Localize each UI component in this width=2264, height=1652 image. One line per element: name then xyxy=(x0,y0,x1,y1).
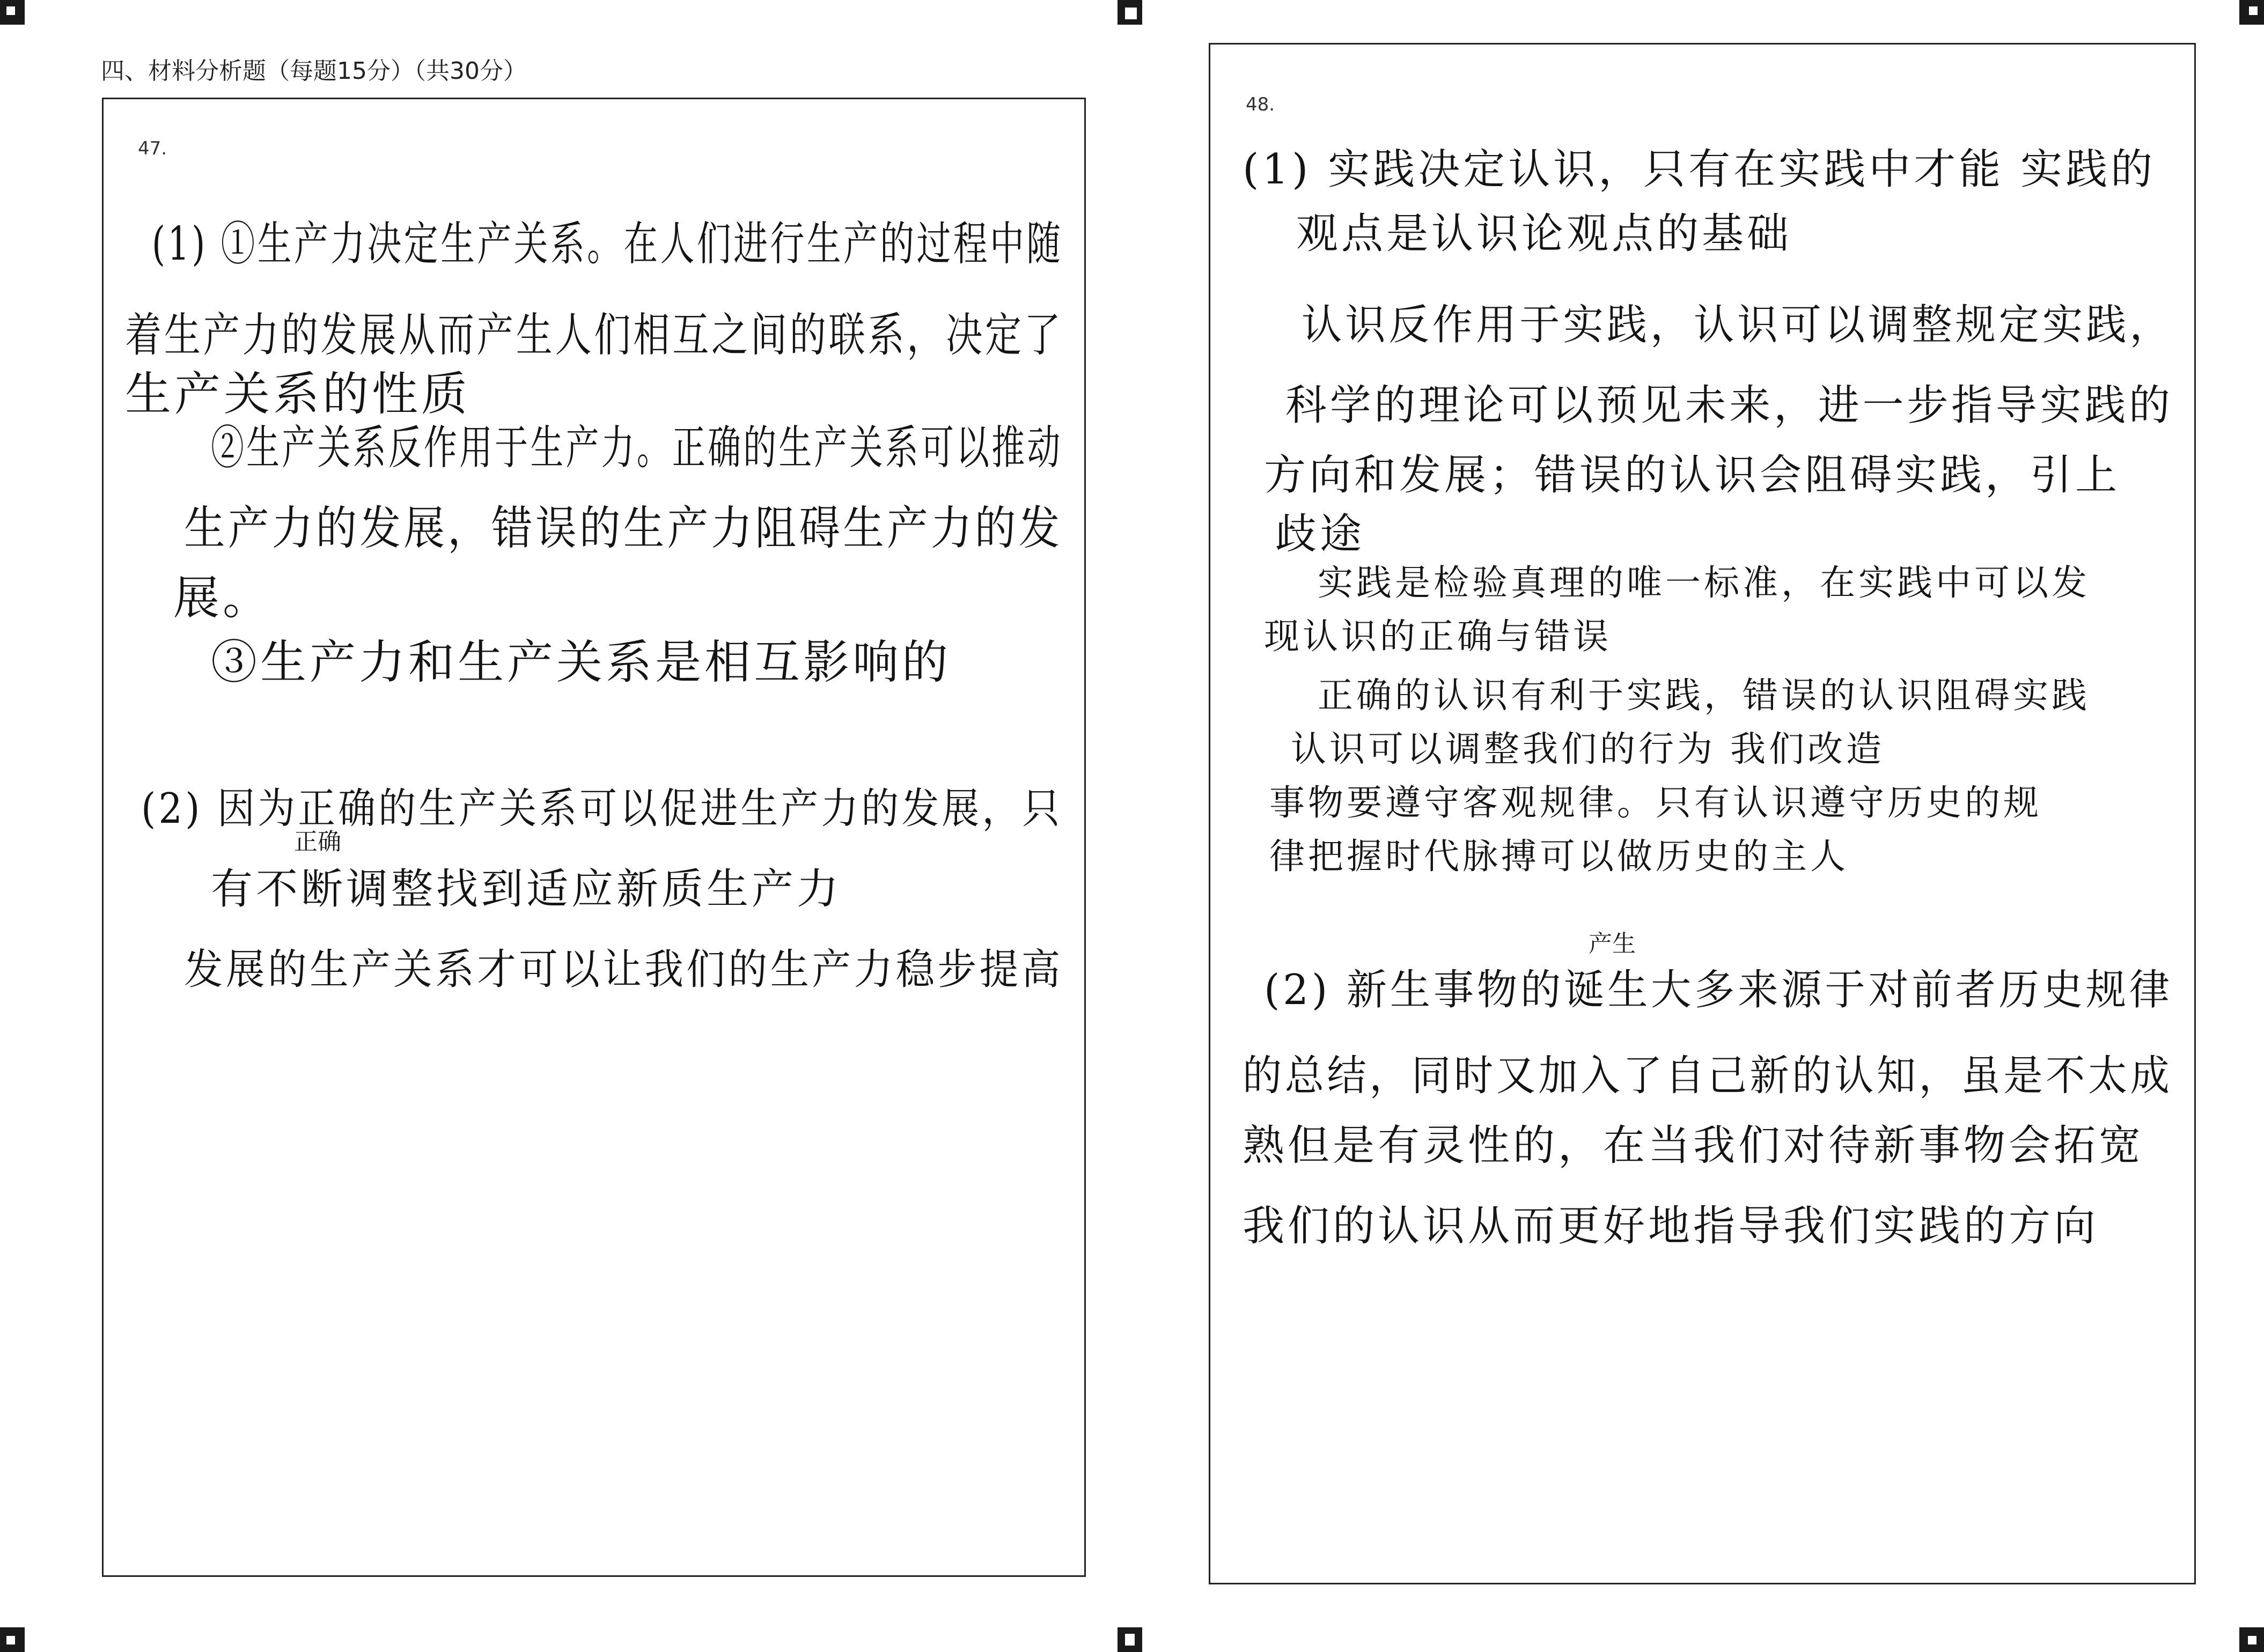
registration-mark-top-center xyxy=(1118,0,1142,25)
handwritten-line: 认识可以调整我们的行为 我们改造 xyxy=(1291,728,1885,770)
handwritten-line: 现认识的正确与错误 xyxy=(1264,616,1612,657)
handwritten-line: ②生产关系反作用于生产力。正确的生产关系可以推动 xyxy=(211,421,1063,475)
handwritten-line: 歧途 xyxy=(1275,510,1365,558)
handwritten-line: 科学的理论可以预见未来，进一步指导实践的 xyxy=(1285,381,2173,430)
handwritten-line: 观点是认识论观点的基础 xyxy=(1296,210,1792,258)
answer-box-48 xyxy=(1209,43,2196,1584)
handwritten-line: (2) 新生事物的诞生大多来源于对前者历史规律 xyxy=(1264,966,2173,1014)
registration-mark-top-right xyxy=(2239,0,2264,25)
handwritten-line: (2) 因为正确的生产关系可以促进生产力的发展，只 xyxy=(141,785,1063,833)
handwritten-line: ③生产力和生产关系是相互影响的 xyxy=(211,636,951,689)
registration-mark-bottom-center xyxy=(1118,1627,1142,1652)
handwritten-line: (1) ①生产力决定生产关系。在人们进行生产的过程中随 xyxy=(152,217,1063,271)
handwritten-line: 着生产力的发展从而产生人们相互之间的联系，决定了 xyxy=(125,308,1063,362)
handwritten-annotation: 产生 xyxy=(1589,930,1636,957)
question-number: 48. xyxy=(1246,94,1275,115)
handwritten-line: 发展的生产关系才可以让我们的生产力稳步提高 xyxy=(184,946,1063,994)
registration-mark-bottom-right xyxy=(2239,1627,2264,1652)
handwritten-line: 生产力的发展，错误的生产力阻碍生产力的发 xyxy=(184,502,1063,555)
handwritten-line: 展。 xyxy=(173,571,272,625)
handwritten-annotation: 正确 xyxy=(294,828,341,856)
section-title: 四、材料分析题（每题15分）（共30分） xyxy=(101,57,527,85)
question-number: 47. xyxy=(138,138,167,159)
handwritten-line: 事物要遵守客观规律。只有认识遵守历史的规 xyxy=(1269,782,2042,823)
handwritten-line: 正确的认识有利于实践，错误的认识阻碍实践 xyxy=(1318,675,2090,716)
handwritten-line: 有不断调整找到适应新质生产力 xyxy=(211,865,842,913)
handwritten-line: 方向和发展；错误的认识会阻碍实践，引上 xyxy=(1264,451,2121,499)
handwritten-line: 实践是检验真理的唯一标准，在实践中可以发 xyxy=(1318,562,2090,603)
handwritten-line: 我们的认识从而更好地指导我们实践的方向 xyxy=(1243,1202,2099,1250)
handwritten-line: 认识反作用于实践，认识可以调整规定实践， xyxy=(1302,301,2173,349)
handwritten-line: 的总结，同时又加入了自己新的认知，虽是不太成 xyxy=(1243,1052,2173,1100)
registration-mark-bottom-left xyxy=(0,1627,25,1652)
handwritten-line: 生产关系的性质 xyxy=(125,367,471,421)
handwritten-line: (1) 实践决定认识，只有在实践中才能 实践的 xyxy=(1243,145,2156,194)
handwritten-line: 熟但是有灵性的，在当我们对待新事物会拓宽 xyxy=(1243,1122,2144,1170)
answer-box-47 xyxy=(102,98,1086,1577)
handwritten-line: 律把握时代脉搏可以做历史的主人 xyxy=(1269,836,1849,877)
registration-mark-top-left xyxy=(0,0,25,25)
